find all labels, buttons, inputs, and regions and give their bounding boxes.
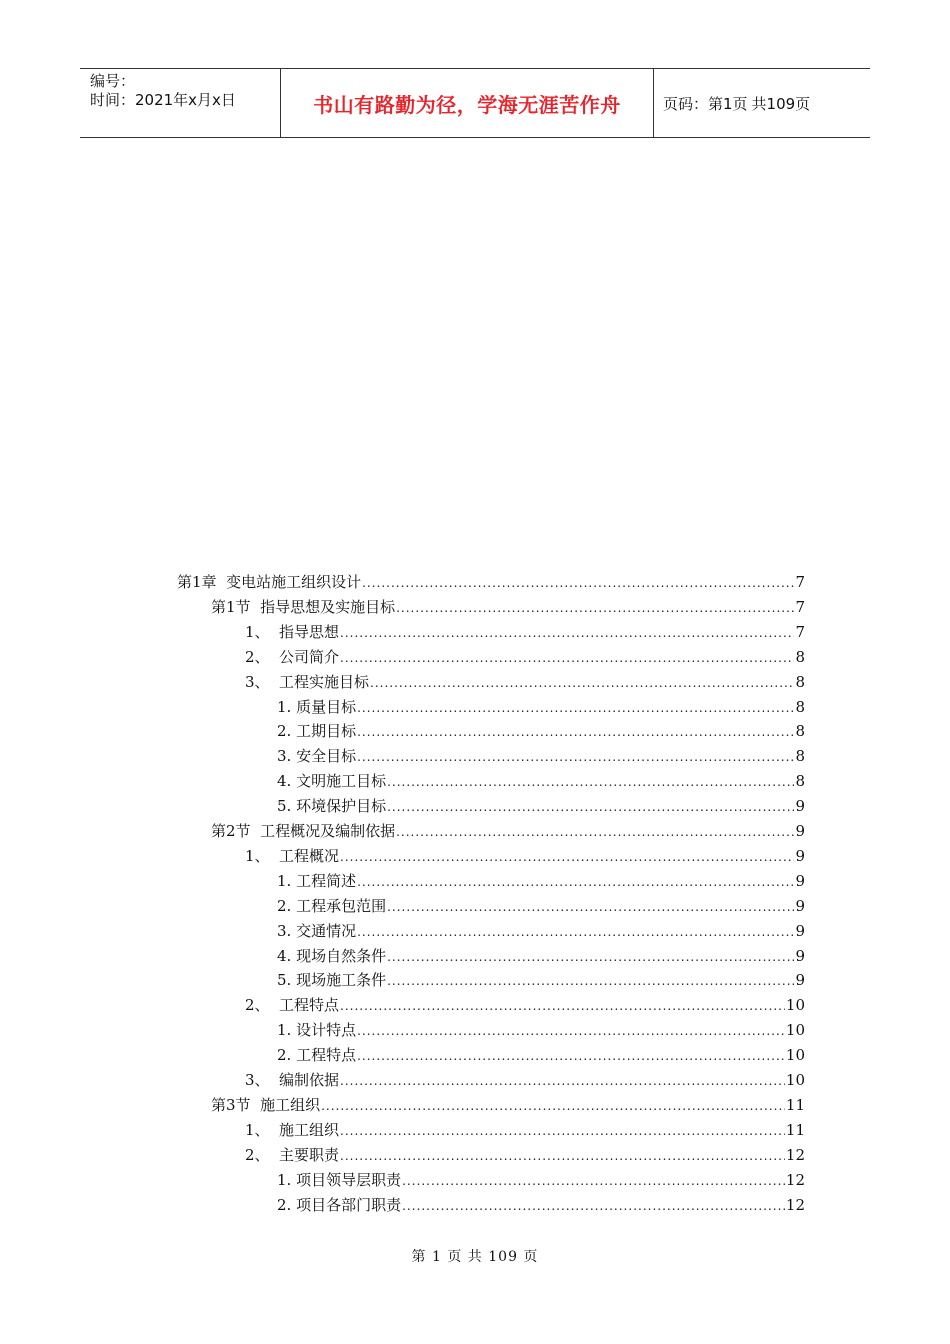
toc-dot-leader [357, 720, 794, 745]
toc-entry-page: 8 [795, 697, 805, 716]
toc-entry[interactable] [245, 993, 805, 1018]
toc-entry[interactable] [245, 620, 805, 645]
toc-dot-leader [340, 646, 794, 671]
toc-entry-page: 9 [795, 797, 805, 816]
toc-entry-number: 第2节 [211, 822, 261, 840]
toc-entry-number: 3、 [245, 1071, 270, 1089]
toc-entry[interactable] [245, 670, 805, 695]
toc-entry-number: 2、 [245, 647, 270, 666]
toc-entry[interactable] [277, 1168, 805, 1193]
toc-entry-number: 1、 [245, 1120, 270, 1139]
toc-entry-title: 变电站施工组织设计 [226, 573, 362, 591]
toc-entry-title: 工程实施目标 [279, 672, 370, 691]
toc-dot-leader [357, 745, 794, 770]
toc-entry[interactable] [211, 1093, 805, 1118]
toc-entry[interactable] [211, 595, 805, 620]
toc-entry-page: 8 [795, 772, 805, 791]
toc-entry[interactable] [277, 894, 805, 919]
toc-entry-page: 9 [795, 921, 805, 940]
toc-entry-number: 第1节 [211, 597, 261, 616]
toc-dot-leader [357, 1019, 785, 1044]
document-header [80, 68, 870, 138]
toc-entry[interactable] [277, 944, 805, 969]
toc-entry[interactable] [277, 1043, 805, 1068]
toc-entry[interactable] [277, 769, 805, 794]
toc-entry-title: 5. 环境保护目标 [277, 797, 387, 816]
toc-entry-page: 9 [795, 946, 805, 965]
toc-entry[interactable] [245, 645, 805, 670]
toc-dot-leader [387, 795, 794, 820]
toc-entry-title: 5. 现场施工条件 [277, 971, 387, 990]
toc-entry-page: 8 [795, 672, 805, 691]
toc-entry-number: 2、 [245, 1145, 270, 1164]
toc-entry-page: 7 [795, 622, 805, 641]
toc-entry-page: 9 [795, 846, 805, 865]
toc-entry[interactable] [277, 1018, 805, 1043]
toc-entry[interactable] [211, 819, 805, 844]
toc-entry-title: 工程特点 [279, 996, 340, 1015]
toc-entry-page: 12 [785, 1170, 805, 1189]
toc-dot-leader [396, 820, 794, 845]
toc-entry-title: 2. 项目各部门职责 [277, 1195, 402, 1214]
toc-entry-page: 9 [795, 871, 805, 890]
toc-entry-page: 12 [785, 1145, 805, 1164]
toc-entry[interactable] [277, 695, 805, 720]
toc-entry[interactable] [245, 1118, 805, 1143]
toc-dot-leader [370, 671, 794, 696]
toc-entry-title: 3. 安全目标 [277, 747, 357, 766]
toc-entry[interactable] [245, 1143, 805, 1168]
toc-entry-number: 2、 [245, 996, 270, 1015]
toc-dot-leader [340, 1119, 785, 1144]
toc-dot-leader [340, 994, 785, 1019]
toc-entry[interactable] [177, 570, 805, 595]
toc-entry-number: 1、 [245, 846, 270, 865]
toc-dot-leader [357, 870, 794, 895]
toc-dot-leader [402, 1169, 785, 1194]
toc-entry-title: 2. 工程承包范围 [277, 896, 387, 915]
toc-entry-page: 10 [785, 1021, 805, 1040]
toc-entry-title: 1. 工程简述 [277, 871, 357, 890]
toc-entry[interactable] [277, 794, 805, 819]
toc-entry-title: 施工组织 [279, 1120, 340, 1139]
toc-entry-number: 第1章 [177, 573, 227, 591]
toc-entry-page: 9 [795, 971, 805, 990]
header-motto: 书山有路勤为径，学海无涯苦作舟 [281, 69, 654, 137]
toc-entry-page: 11 [785, 1095, 805, 1114]
toc-entry-number: 1、 [245, 622, 270, 641]
toc-entry-number: 3、 [245, 672, 270, 691]
toc-entry-title: 4. 文明施工目标 [277, 772, 387, 791]
toc-dot-leader [357, 1044, 785, 1069]
toc-entry-title: 编制依据 [279, 1071, 340, 1089]
toc-entry-title: 工程概况及编制依据 [260, 822, 396, 840]
toc-entry-page: 8 [795, 747, 805, 766]
toc-entry-title: 1. 设计特点 [277, 1021, 357, 1040]
toc-entry[interactable] [277, 744, 805, 769]
toc-dot-leader [362, 571, 794, 596]
toc-dot-leader [387, 969, 794, 994]
page-footer: 第 1 页 共 109 页 [411, 1249, 539, 1265]
toc-entry-title: 3. 交通情况 [277, 921, 357, 940]
toc-entry[interactable] [277, 869, 805, 894]
toc-entry[interactable] [277, 1193, 805, 1218]
toc-entry-title: 公司简介 [279, 647, 340, 666]
toc-entry-number: 第3节 [211, 1095, 261, 1114]
toc-dot-leader [357, 696, 794, 721]
toc-entry-page: 9 [795, 896, 805, 915]
toc-dot-leader [340, 1069, 785, 1094]
toc-entry[interactable] [277, 968, 805, 993]
toc-entry-page: 10 [785, 1046, 805, 1065]
toc-entry-title: 主要职责 [279, 1145, 340, 1164]
toc-entry-page: 8 [795, 647, 805, 666]
toc-entry-title: 工程概况 [279, 846, 340, 865]
toc-entry-title: 4. 现场自然条件 [277, 946, 387, 965]
toc-dot-leader [321, 1094, 785, 1119]
toc-dot-leader [387, 895, 794, 920]
toc-entry-page: 7 [795, 597, 805, 616]
toc-entry-title: 指导思想及实施目标 [260, 597, 396, 616]
toc-dot-leader [402, 1194, 785, 1219]
toc-entry[interactable] [245, 1068, 805, 1093]
header-page-total: 共109页 [751, 94, 811, 113]
toc-entry-page: 7 [795, 573, 805, 591]
toc-dot-leader [340, 1144, 785, 1169]
toc-entry-page: 10 [785, 1071, 805, 1089]
toc-dot-leader [387, 770, 794, 795]
toc-entry-page: 9 [795, 822, 805, 840]
header-meta [80, 69, 281, 137]
header-page-info [654, 69, 870, 137]
toc-entry-page: 12 [785, 1195, 805, 1214]
toc-dot-leader [396, 596, 794, 621]
toc-entry-title: 1. 质量目标 [277, 697, 357, 716]
toc-entry[interactable] [245, 844, 805, 869]
toc-dot-leader [357, 920, 794, 945]
toc-dot-leader [340, 621, 794, 646]
header-page-number: 页码：第1页 [663, 94, 748, 113]
toc-entry-page: 10 [785, 996, 805, 1015]
toc-entry[interactable] [277, 919, 805, 944]
document-date-label: 时间：2021年x月x日 [90, 91, 236, 109]
toc-entry-title: 施工组织 [260, 1095, 321, 1114]
toc-entry-title: 1. 项目领导层职责 [277, 1170, 402, 1189]
toc-entry-title: 2. 工程特点 [277, 1046, 357, 1065]
toc-entry-page: 8 [795, 722, 805, 741]
toc-dot-leader [387, 945, 794, 970]
document-id-label: 编号： [90, 72, 136, 90]
toc-entry-title: 2. 工期目标 [277, 722, 357, 741]
toc-entry-page: 11 [785, 1120, 805, 1139]
toc-entry[interactable] [277, 719, 805, 744]
toc-dot-leader [340, 845, 794, 870]
toc-entry-title: 指导思想 [279, 622, 340, 641]
